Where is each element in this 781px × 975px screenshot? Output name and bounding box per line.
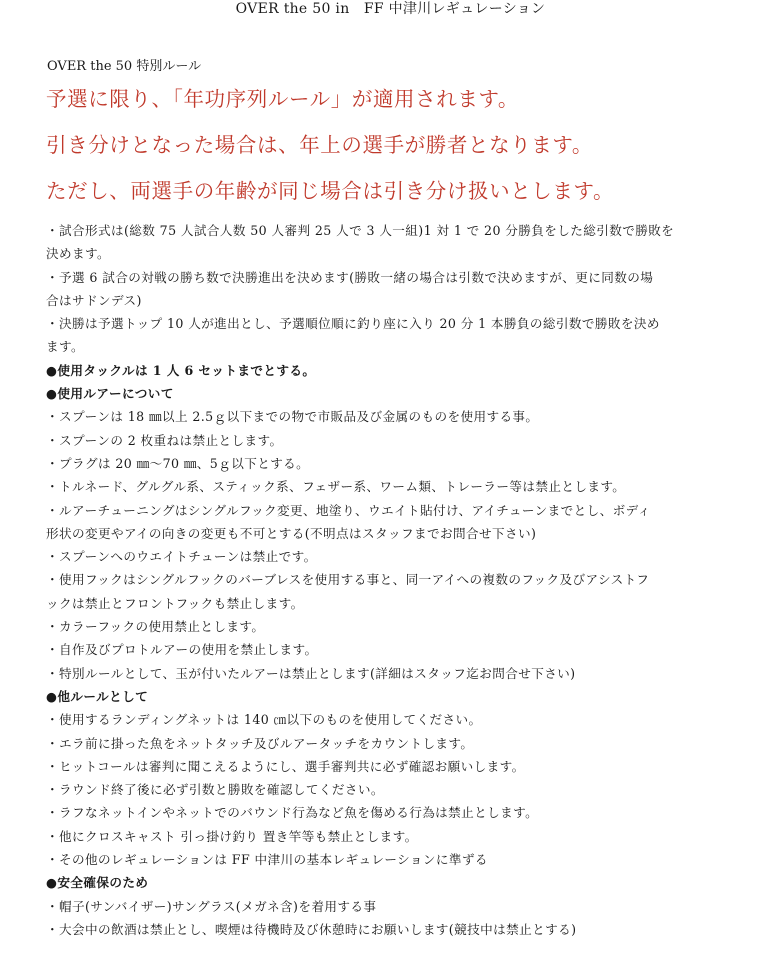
- rule-line: ・ルアーチューニングはシングルフック変更、地塗り、ウエイト貼付け、アイチューンまでとし、ボディ: [46, 502, 651, 518]
- section-heading: ●他ルールとして: [46, 688, 149, 704]
- rule-line: ・ヒットコールは審判に聞こえるようにし、選手審判共に必ず確認お願いします。: [46, 758, 525, 774]
- rule-line: ・決勝は予選トップ 10 人が進出とし、予選順位順に釣り座に入り 20 分 1 本勝負の総引数で勝敗を決め: [46, 316, 660, 332]
- rule-line: ・プラグは 20 ㎜〜70 ㎜、5ｇ以下とする。: [46, 455, 310, 471]
- rule-line: ・使用フックはシングルフックのバーブレスを使用する事と、同一アイへの複数のフック及びアシストフ: [46, 572, 650, 588]
- rule-line: ・スプーンの 2 枚重ねは禁止とします。: [46, 432, 283, 448]
- rule-line: ・ラフなネットインやネットでのバウンド行為など魚を傷める行為は禁止とします。: [46, 805, 539, 821]
- page-title: OVER the 50 in FF 中津川レギュレーション: [235, 1, 546, 17]
- rule-line: ・トルネード、グルグル系、スティック系、フェザー系、ワーム類、トレーラー等は禁止とします。: [46, 479, 626, 495]
- rule-line: ・予選 6 試合の対戦の勝ち数で決勝進出を決めます(勝敗一緒の場合は引数で決めますが、更に同数の場: [46, 269, 654, 285]
- rule-line: ・大会中の飲酒は禁止とし、喫煙は待機時及び休憩時にお願いします(競技中は禁止とする): [46, 921, 577, 937]
- rule-line: ・スプーンは 18 ㎜以上 2.5ｇ以下までの物で市販品及び金属のものを使用する事。: [46, 409, 539, 425]
- section-heading: ●安全確保のため: [46, 875, 149, 891]
- rule-line: ・使用するランディングネットは 140 ㎝以下のものを使用してください。: [46, 712, 482, 728]
- rule-line: ・特別ルールとして、玉が付いたルアーは禁止とします(詳細はスタッフ迄お問合せ下さい): [46, 665, 576, 681]
- special-rules-heading: OVER the 50 特別ルール: [47, 59, 202, 74]
- rule-line: 合はサドンデス): [46, 292, 142, 308]
- rule-line: 形状の変更やアイの向きの変更も不可とする(不明点はスタッフまでお問合せ下さい): [46, 525, 537, 541]
- red-rule-line: 引き分けとなった場合は、年上の選手が勝者となります。: [46, 133, 593, 157]
- rule-line: ・エラ前に掛った魚をネットタッチ及びルアータッチをカウントします。: [46, 735, 474, 751]
- rule-line: ・その他のレギュレーションは FF 中津川の基本レギュレーションに準ずる: [46, 852, 488, 868]
- section-heading: ●使用ルアーについて: [46, 386, 174, 402]
- red-rule-line: 予選に限り、「年功序列ルール」が適用されます。: [46, 87, 519, 111]
- section-heading: ●使用タックルは 1 人 6 セットまでとする。: [46, 362, 316, 378]
- rule-line: ・スプーンへのウエイトチューンは禁止です。: [46, 549, 317, 565]
- rule-line: ・ラウンド終了後に必ず引数と勝敗を確認してください。: [46, 782, 384, 798]
- rule-line: ます。: [46, 339, 84, 355]
- rule-line: ・カラーフックの使用禁止とします。: [46, 619, 265, 635]
- rule-line: ックは禁止とフロントフックも禁止します。: [46, 595, 304, 611]
- rule-line: ・自作及びプロトルアーの使用を禁止します。: [46, 642, 318, 658]
- rule-line: 決めます。: [46, 246, 110, 262]
- rule-line: ・試合形式は(総数 75 人試合人数 50 人審判 25 人で 3 人一組)1 対 1 で 20 分勝負をした総引数で勝敗を: [46, 223, 675, 238]
- red-rules-block: [46, 86, 614, 204]
- rules-list: [46, 219, 746, 941]
- rule-line: ・帽子(サンバイザー)サングラス(メガネ含)を着用する事: [46, 898, 377, 914]
- rule-line: ・他にクロスキャスト 引っ掛け釣り 置き竿等も禁止とします。: [46, 828, 418, 844]
- red-rule-line: ただし、両選手の年齢が同じ場合は引き分け扱いとします。: [46, 179, 615, 203]
